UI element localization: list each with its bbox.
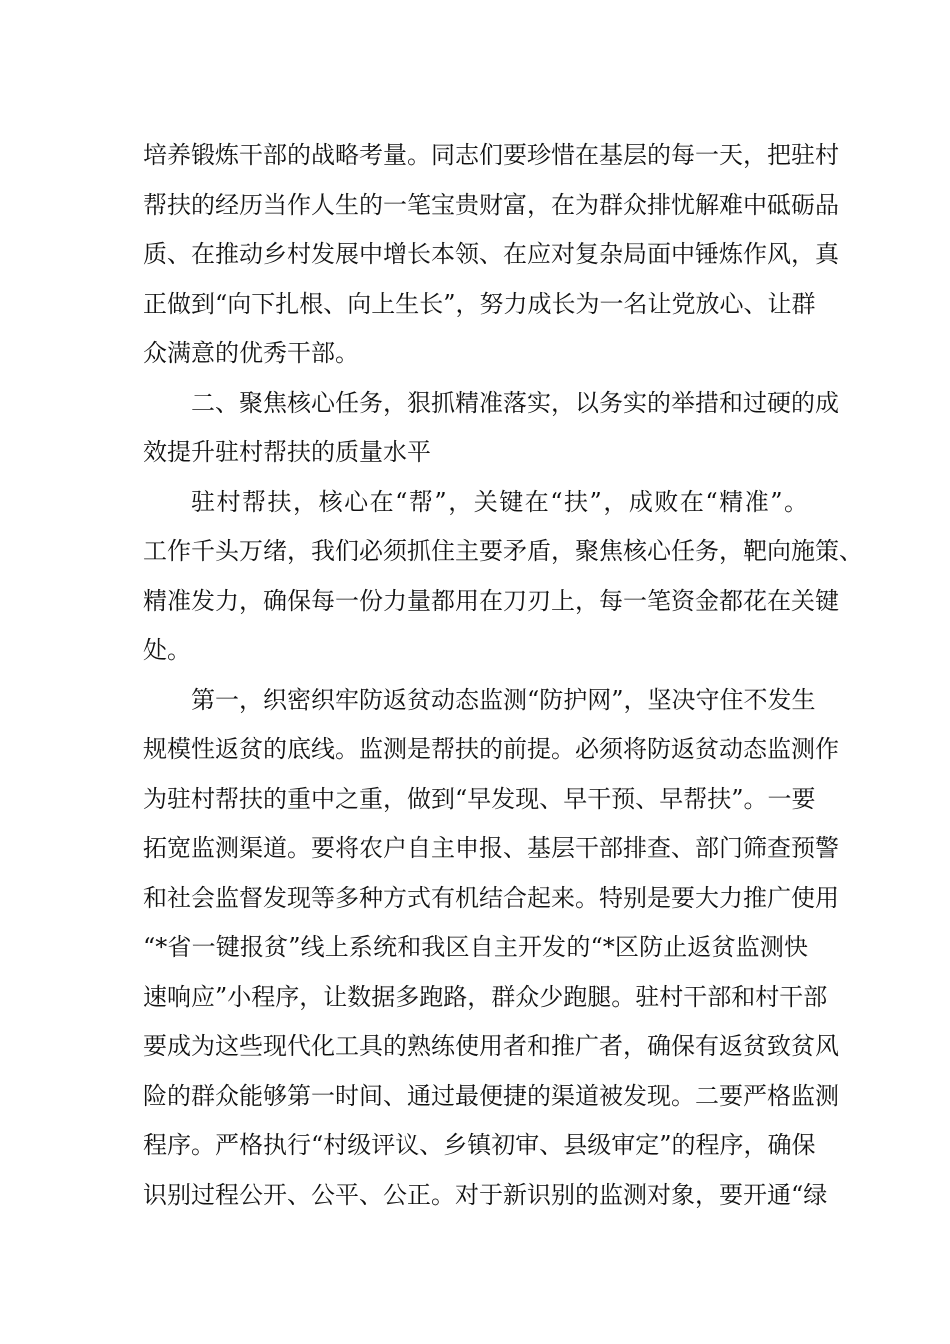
text-line: 质、在推动乡村发展中增长本领、在应对复杂局面中锤炼作风，真 [143,240,839,268]
text-line: 第一，织密织牢防返贫动态监测“防护网”，坚决守住不发生 [191,685,816,714]
text-line: “*省一键报贫”线上系统和我区自主开发的“*区防止返贫监测快 [143,933,808,961]
document-body [143,131,863,1220]
text-line: 众满意的优秀干部。 [143,339,359,367]
text-line: 精准发力，确保每一份力量都用在刀刃上，每一笔资金都花在关键 [143,586,839,615]
text-line: 速响应”小程序，让数据多跑路，群众少跑腿。驻村干部和村干部 [143,982,828,1011]
text-line: 拓宽监测渠道。要将农户自主申报、基层干部排查、部门筛查预警 [143,834,839,862]
text-line: 驻村帮扶，核心在“帮”，关键在“扶”，成败在“精准”。 [191,487,808,516]
text-line: 程序。严格执行“村级评议、乡镇初审、县级审定”的程序，确保 [143,1131,816,1159]
text-line: 识别过程公开、公平、公正。对于新识别的监测对象，要开通“绿 [143,1180,828,1209]
text-line: 要成为这些现代化工具的熟练使用者和推广者，确保有返贫致贫风 [143,1032,839,1060]
section-heading-line: 二、聚焦核心任务，狠抓精准落实，以务实的举措和过硬的成 [191,388,839,417]
text-line: 规模性返贫的底线。监测是帮扶的前提。必须将防返贫动态监测作 [143,735,839,763]
text-line: 正做到“向下扎根、向上生长”，努力成长为一名让党放心、让群 [143,289,816,318]
text-line: 帮扶的经历当作人生的一笔宝贵财富，在为群众排忧解难中砥砺品 [143,190,839,219]
text-line: 和社会监督发现等多种方式有机结合起来。特别是要大力推广使用 [143,883,839,912]
text-line: 处。 [143,636,191,664]
text-line: 为驻村帮扶的重中之重，做到“早发现、早干预、早帮扶”。一要 [143,784,816,813]
text-line: 培养锻炼干部的战略考量。同志们要珍惜在基层的每一天，把驻村 [143,141,839,169]
text-line: 险的群众能够第一时间、通过最便捷的渠道被发现。二要严格监测 [143,1081,839,1110]
text-line: 工作千头万绪，我们必须抓住主要矛盾，聚焦核心任务，靶向施策、 [143,537,863,565]
section-heading-line: 效提升驻村帮扶的质量水平 [143,438,431,466]
